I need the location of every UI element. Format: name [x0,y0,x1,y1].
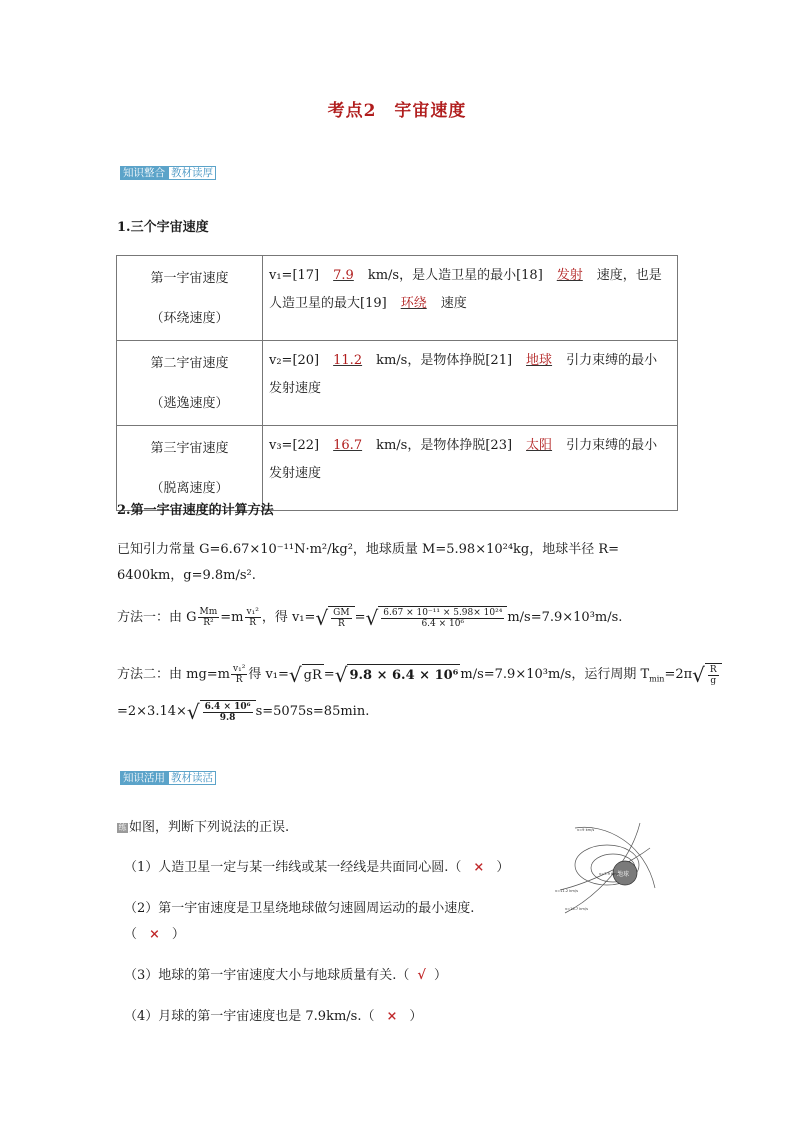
given-constants-line-1: 已知引力常量 G=6.67×10⁻¹¹N·m²/kg²，地球质量 M=5.98×10²⁴kg，地球半径 R= [117,542,620,557]
speed-desc-cell [263,426,678,511]
speed-desc-line [269,262,669,290]
frac-den: 6.4 × 10⁶ [421,619,465,629]
cosmic-speed-orbit-figure [555,818,670,918]
speed-desc-text: 速度 [440,296,467,311]
correct-mark: √ [417,968,426,983]
formula-text: ，得 v₁= [261,610,316,625]
judgment-text: ） [433,968,447,983]
speed-desc-text: 发射速度 [269,381,322,396]
table-row [117,426,678,511]
judgment-text: （3）地球的第一宇宙速度大小与地球质量有关.（ [124,968,410,983]
outer-orbit-label: v=9 km/s [577,828,595,832]
sqrt-gm-over-r: √ $\frac{GM}{R}$ [315,606,354,629]
judgment-item-1 [124,858,509,878]
orbit-speed-label: v=7.9 km/s [599,872,620,876]
frac-den: R [337,619,345,629]
answer-blank: 7.9 [333,268,354,283]
speed-desc-line [269,347,669,375]
formula-text: 得 v₁= [248,667,289,682]
sqrt-r-over-g: √ $\frac{R}{g}$ [692,663,722,686]
frac-den: g [710,676,717,686]
speed-alias: （脱离速度） [150,481,229,496]
fraction-v2-over-r [245,607,261,628]
method-one-label: 方法一：由 G [117,610,197,625]
section-badge-knowledge-integration [120,166,216,180]
radicand: gR [302,664,324,686]
judgment-text: （ [124,927,138,942]
frac-num: v₁² [233,664,246,674]
table-row [117,341,678,426]
wrong-mark: × [473,860,485,875]
speed-desc-line [269,432,669,460]
judgment-text: （2）第一宇宙速度是卫星绕地球做匀速圆周运动的最小速度. [124,901,475,916]
given-constants-line-2: 6400km，g=9.8m/s². [117,568,256,583]
badge-part-1: 知识整合 [120,166,168,180]
speed-desc-text: km/s，是物体挣脱[21] [376,353,513,368]
speed-desc-line [269,290,669,318]
judgment-item-2 [124,899,474,945]
radicand: 9.8 × 6.4 × 10⁶ [347,664,460,686]
fraction-mm-over-r2 [198,607,220,628]
formula-text: m/s=7.9×10³m/s. [507,610,623,625]
frac-num: Mm [199,607,218,617]
judgment-answer-line [124,925,474,945]
judgment-text: （4）月球的第一宇宙速度也是 7.9km/s.（ [124,1009,375,1024]
speed-desc-text: 发射速度 [269,466,322,481]
speed-symbol: v₃=[22] [269,438,320,453]
method-two [117,663,722,690]
speed-alias: （环绕速度） [150,311,229,326]
judgment-text: ） [171,927,185,942]
formula-text: = [323,667,335,682]
speed-desc-cell [263,341,678,426]
formula-text: =m [220,610,244,625]
speed-name-cell [117,256,263,341]
badge-part-2: 教材读活 [168,771,216,785]
answer-blank: 发射 [556,268,583,283]
frac-den: R² [203,618,214,628]
badge-part-2: 教材读厚 [168,166,216,180]
speed-desc-text: 引力束缚的最小 [566,353,658,368]
frac-num: 6.4 × 10⁶ [204,702,251,712]
judgment-text: （1）人造卫星一定与某一纬线或某一经线是共面同心圆.（ [124,860,462,875]
page-title: 考点2 宇宙速度 [327,101,467,121]
frac-den: 9.8 [219,713,236,723]
second-speed-label: v=11.2 km/s [555,889,578,893]
speed-desc-text: km/s，是人造卫星的最小[18] [367,268,543,283]
heading-three-cosmic-speeds: 1.三个宇宙速度 [117,220,209,235]
formula-text: s=5075s=85min. [255,704,370,719]
answer-blank: 16.7 [333,438,363,453]
frac-den: R [235,675,243,685]
earth-label: 地球 [617,871,630,878]
sqrt-gr: √ gR [288,662,322,687]
speed-name-cell [117,341,263,426]
formula-text: m/s=7.9×10³m/s，运行周期 T [460,667,650,682]
speed-name: 第三宇宙速度 [150,441,229,456]
frac-num: GM [333,608,350,618]
table-row [117,256,678,341]
cosmic-speeds-table [116,255,678,511]
judgment-item-4 [124,1007,422,1027]
judgment-text: ） [496,860,510,875]
judgment-item-3 [124,966,447,986]
speed-desc-text: km/s，是物体挣脱[23] [376,438,513,453]
speed-alias: （逃逸速度） [150,396,229,411]
speed-name: 第一宇宙速度 [150,271,229,286]
heading-calculation-method: 2.第一宇宙速度的计算方法 [117,503,274,518]
answer-blank: 太阳 [526,438,553,453]
wrong-mark: × [386,1009,398,1024]
method-two-label: 方法二：由 mg=m [117,667,231,682]
answer-blank: 11.2 [333,353,363,368]
frac-num: 6.67 × 10⁻¹¹ × 5.98× 10²⁴ [383,608,503,618]
question-stem-text: 如图，判断下列说法的正误. [129,820,290,835]
answer-blank: 地球 [526,353,553,368]
speed-symbol: v₂=[20] [269,353,320,368]
formula-text: =2×3.14× [117,704,187,719]
frac-num: v₁² [246,607,259,617]
sqrt-numeric: √ $\frac{\text{6.67 × 10⁻¹¹ × 5.98× 10²⁴}}{\text{6.4 × 10⁶}}$ [365,606,507,629]
answer-blank: 环绕 [400,296,427,311]
judgment-text: ） [409,1009,423,1024]
speed-desc-cell [263,256,678,341]
speed-desc-line [269,375,669,403]
frac-den: R [249,618,257,628]
speed-desc-text: 速度，也是 [596,268,662,283]
formula-text: =2π [664,667,693,682]
formula-text: = [354,610,366,625]
speed-name-cell [117,426,263,511]
exercise-icon: 练 [118,822,127,832]
third-speed-label: v=16.7 km/s [565,907,588,911]
section-badge-knowledge-application [120,771,216,785]
fraction-v2-over-r [231,664,247,685]
question-stem [117,818,289,838]
method-two-line-2 [117,700,369,723]
speed-symbol: v₁=[17] [269,268,320,283]
badge-part-1: 知识活用 [120,771,168,785]
speed-desc-line [269,460,669,488]
method-one [117,606,622,629]
speed-name: 第二宇宙速度 [150,356,229,371]
speed-desc-text: 引力束缚的最小 [566,438,658,453]
formula-subscript: min [649,674,665,684]
sqrt-numeric: √ $\frac{\text{6.4 × 10⁶}}{9.8}$ [187,700,256,723]
frac-num: R [709,665,717,675]
sqrt-numeric: √ 9.8 × 6.4 × 10⁶ [334,662,459,687]
speed-desc-text: 人造卫星的最大[19] [269,296,387,311]
wrong-mark: × [149,927,160,942]
